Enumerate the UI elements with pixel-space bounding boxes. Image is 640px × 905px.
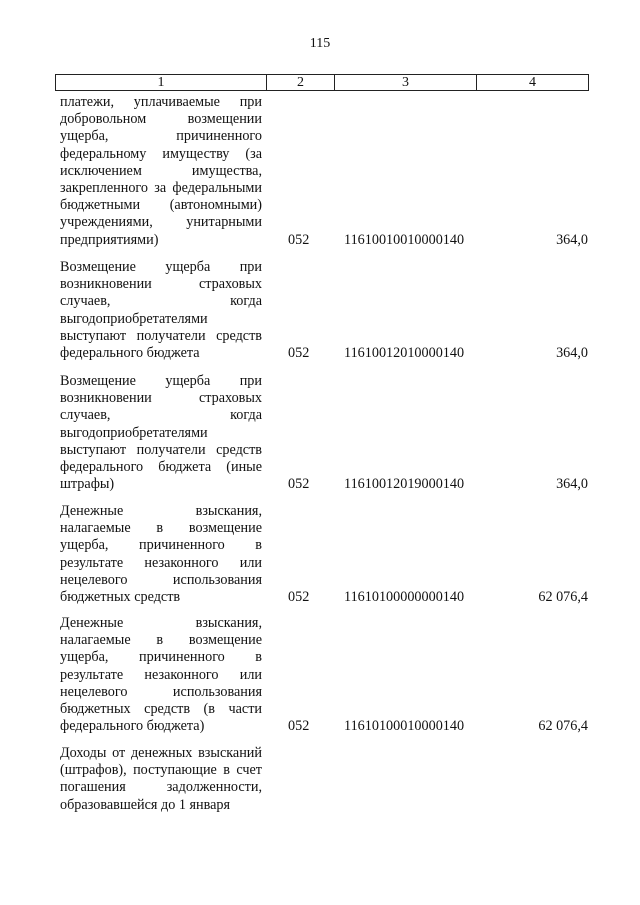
row-budget-code: 11610100010000140 xyxy=(344,718,465,734)
row-amount: 62 076,4 xyxy=(538,718,588,734)
row-admin-code: 052 xyxy=(288,345,310,361)
header-col-1: 1 xyxy=(157,75,165,90)
row-description: Возмещение ущерба при возникновении страховых случаев, когда выгодоприобретателями выступают получатели средств федерального бюджета xyxy=(60,259,262,362)
row-admin-code: 052 xyxy=(288,718,310,734)
row-description: Возмещение ущерба при возникновении страховых случаев, когда выгодоприобретателями выступают получатели средств федерального бюджета (иные штрафы) xyxy=(60,373,262,493)
row-admin-code: 052 xyxy=(288,589,310,605)
page-number: 115 xyxy=(309,36,331,51)
row-description: Доходы от денежных взысканий (штрафов), поступающие в счет погашения задолженности, образовавшейся до 1 января xyxy=(60,745,262,813)
row-admin-code: 052 xyxy=(288,232,310,248)
row-amount: 364,0 xyxy=(556,232,588,248)
row-budget-code: 11610010010000140 xyxy=(344,232,465,248)
row-budget-code: 11610012010000140 xyxy=(344,345,465,361)
row-description: Денежные взыскания, налагаемые в возмещение ущерба, причиненного в результате незаконного или нецелевого использования бюджетных средств xyxy=(60,503,262,606)
row-description: платежи, уплачиваемые при добровольном возмещении ущерба, причиненного федеральному имуществу (за исключением имущества, закрепленного за федеральными бюджетными (автономными) учреждениями, унитарными предприятиями) xyxy=(60,94,262,248)
row-description: Денежные взыскания, налагаемые в возмещение ущерба, причиненного в результате незаконного или нецелевого использования бюджетных средств (в части федерального бюджета) xyxy=(60,615,262,735)
header-col-2: 2 xyxy=(266,75,334,90)
row-admin-code: 052 xyxy=(288,476,310,492)
row-budget-code: 11610100000000140 xyxy=(344,589,465,605)
header-col-4: 4 xyxy=(476,75,588,90)
row-budget-code: 11610012019000140 xyxy=(344,476,465,492)
row-amount: 364,0 xyxy=(556,476,588,492)
table-header xyxy=(55,74,589,91)
row-amount: 364,0 xyxy=(556,345,588,361)
header-col-3: 3 xyxy=(334,75,476,90)
row-amount: 62 076,4 xyxy=(538,589,588,605)
